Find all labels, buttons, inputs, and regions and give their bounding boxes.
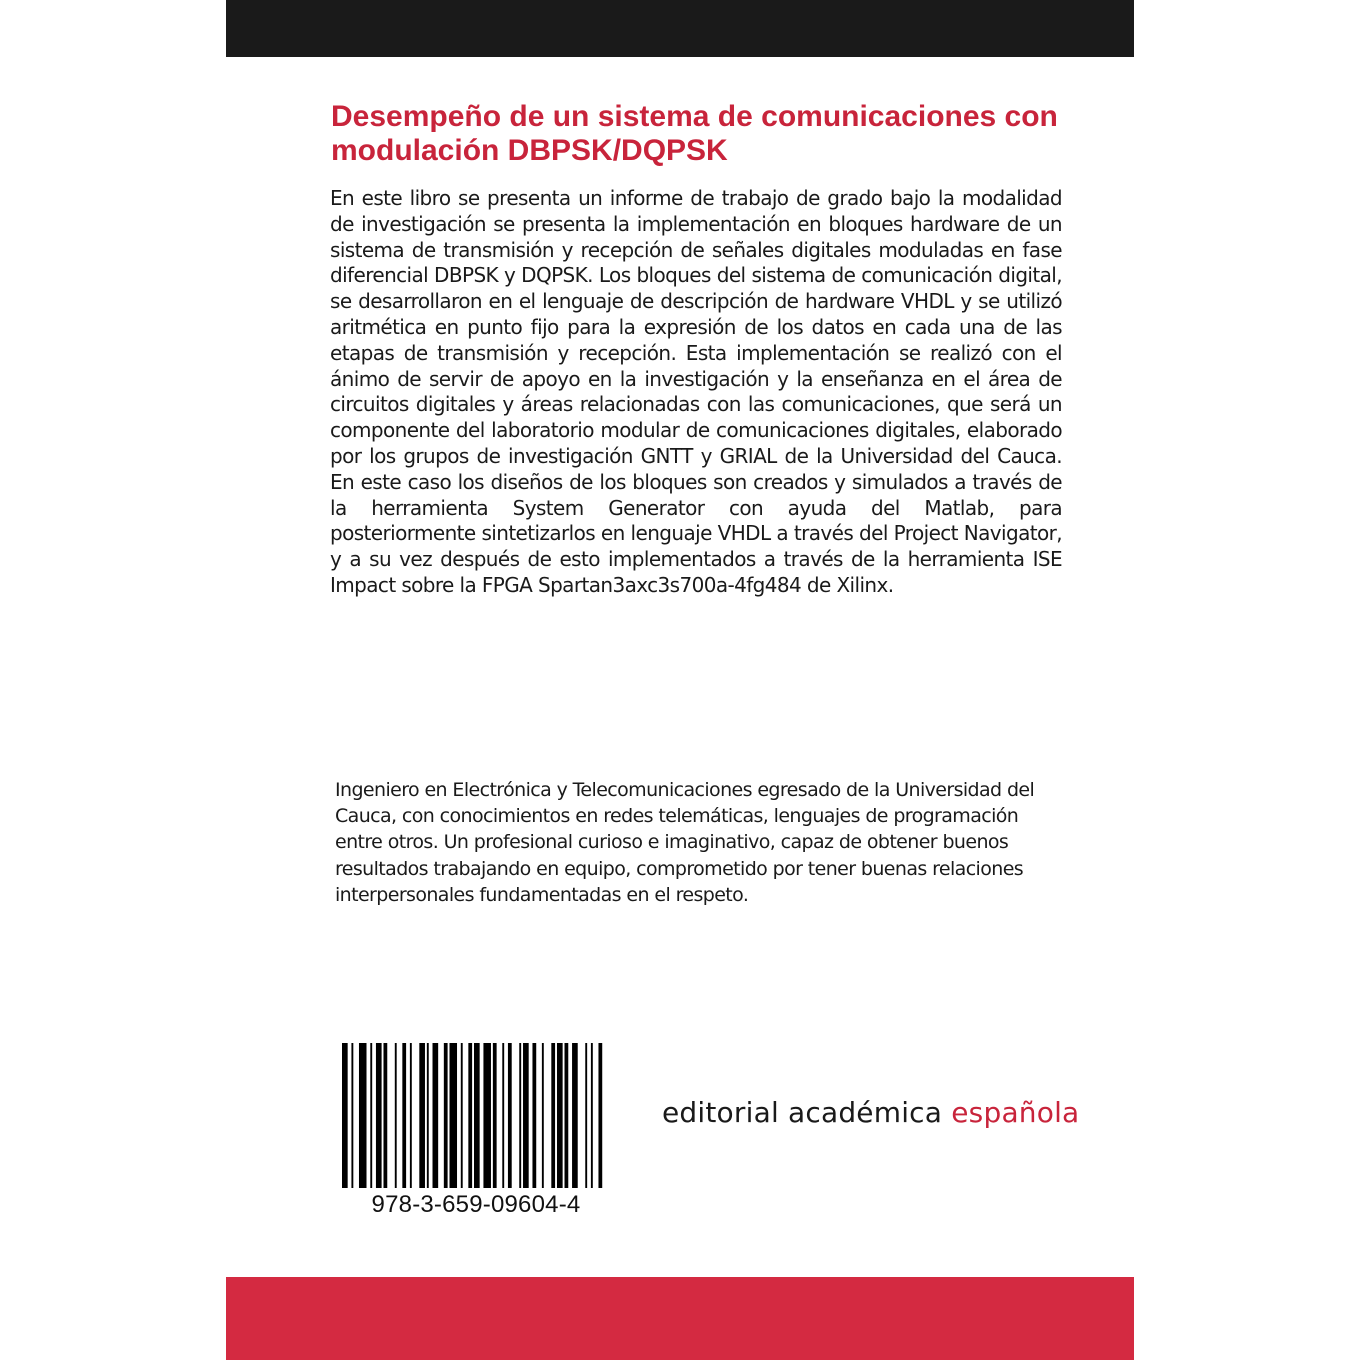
author-bio: Ingeniero en Electrónica y Telecomunicaciones egresado de la Universidad del Cauca, con conocimientos en redes telemáticas, lenguajes de programación entre otros. Un profesional curioso e imaginativo, capaz de obtener buenos resultados trabajando en equipo, comprometido por tener buenas relaciones interpersonales fundamentadas en el respeto.: [335, 779, 1035, 906]
barcode-bar: [585, 1043, 587, 1188]
barcode-bar: [508, 1043, 512, 1188]
barcode-bar: [376, 1043, 382, 1188]
top-band: [226, 0, 1134, 57]
barcode-bar: [410, 1043, 412, 1188]
barcode-bar: [483, 1043, 491, 1188]
barcode-bar: [474, 1043, 480, 1188]
publisher-name: editorial académica: [662, 1096, 952, 1129]
barcode-bar: [461, 1043, 463, 1188]
barcode-bar: [342, 1043, 348, 1188]
barcode-bar: [433, 1043, 439, 1188]
barcode-bar: [359, 1043, 367, 1188]
book-back-cover: [226, 0, 1134, 1360]
barcode-bar: [468, 1043, 472, 1188]
barcode-bar: [493, 1043, 497, 1188]
barcode-bar: [502, 1043, 504, 1188]
barcode-bar: [419, 1043, 425, 1188]
isbn-number: 978-3-659-09604-4: [371, 1191, 581, 1218]
barcode-bar: [557, 1043, 563, 1188]
barcode-bar: [444, 1043, 448, 1188]
bottom-band: [226, 1277, 1134, 1360]
publisher-logo: [662, 1093, 1082, 1133]
barcode-bar: [551, 1043, 555, 1188]
barcode-bar: [591, 1043, 593, 1188]
barcode-bar: [383, 1043, 387, 1188]
barcode-bar: [395, 1043, 397, 1188]
barcode-bar: [370, 1043, 372, 1188]
barcode-bar: [565, 1043, 569, 1188]
barcode: [342, 1043, 606, 1188]
barcode-bar: [449, 1043, 457, 1188]
book-description: En este libro se presenta un informe de trabajo de grado bajo la modalidad de investigación se presenta la implementación en bloques hardware de un sistema de transmisión y recepción de señales digitales moduladas en fase diferencial DBPSK y DQPSK. Los bloques del sistema de comunicación digital, se desarrollaron en el lenguaje de descripción de hardware VHDL y se utilizó aritmética en punto fijo para la expresión de los datos en cada una de las etapas de transmisión y recepción. Esta implementación se realizó con el ánimo de servir de apoyo en la investigación y la enseñanza en el área de circuitos digitales y áreas relacionadas con las comunicaciones, que será un componente del laboratorio modular de comunicaciones digitales, elaborado por los grupos de investigación GNTT y GRIAL de la Universidad del Cauca. En este caso los diseños de los bloques son creados y simulados a través de la herramienta System Generator con ayuda del Matlab, para posteriormente sintetizarlos en lenguaje VHDL a través del Project Navigator, y a su vez después de esto implementados a través de la herramienta ISE Impact sobre la FPGA Spartan3axc3s700a-4fg484 de Xilinx.: [330, 186, 1062, 597]
barcode-bar: [523, 1043, 529, 1188]
book-title: Desempeño de un sistema de comunicaciones con modulación DBPSK/DQPSK: [331, 100, 1058, 167]
barcode-bar: [572, 1043, 578, 1188]
barcode-bar: [427, 1043, 429, 1188]
publisher-name-accent: española: [951, 1096, 1080, 1129]
barcode-bar: [598, 1043, 602, 1188]
barcode-bar: [532, 1043, 536, 1188]
barcode-bar: [351, 1043, 353, 1188]
barcode-bar: [519, 1043, 521, 1188]
barcode-bar: [402, 1043, 406, 1188]
barcode-bar: [542, 1043, 544, 1188]
